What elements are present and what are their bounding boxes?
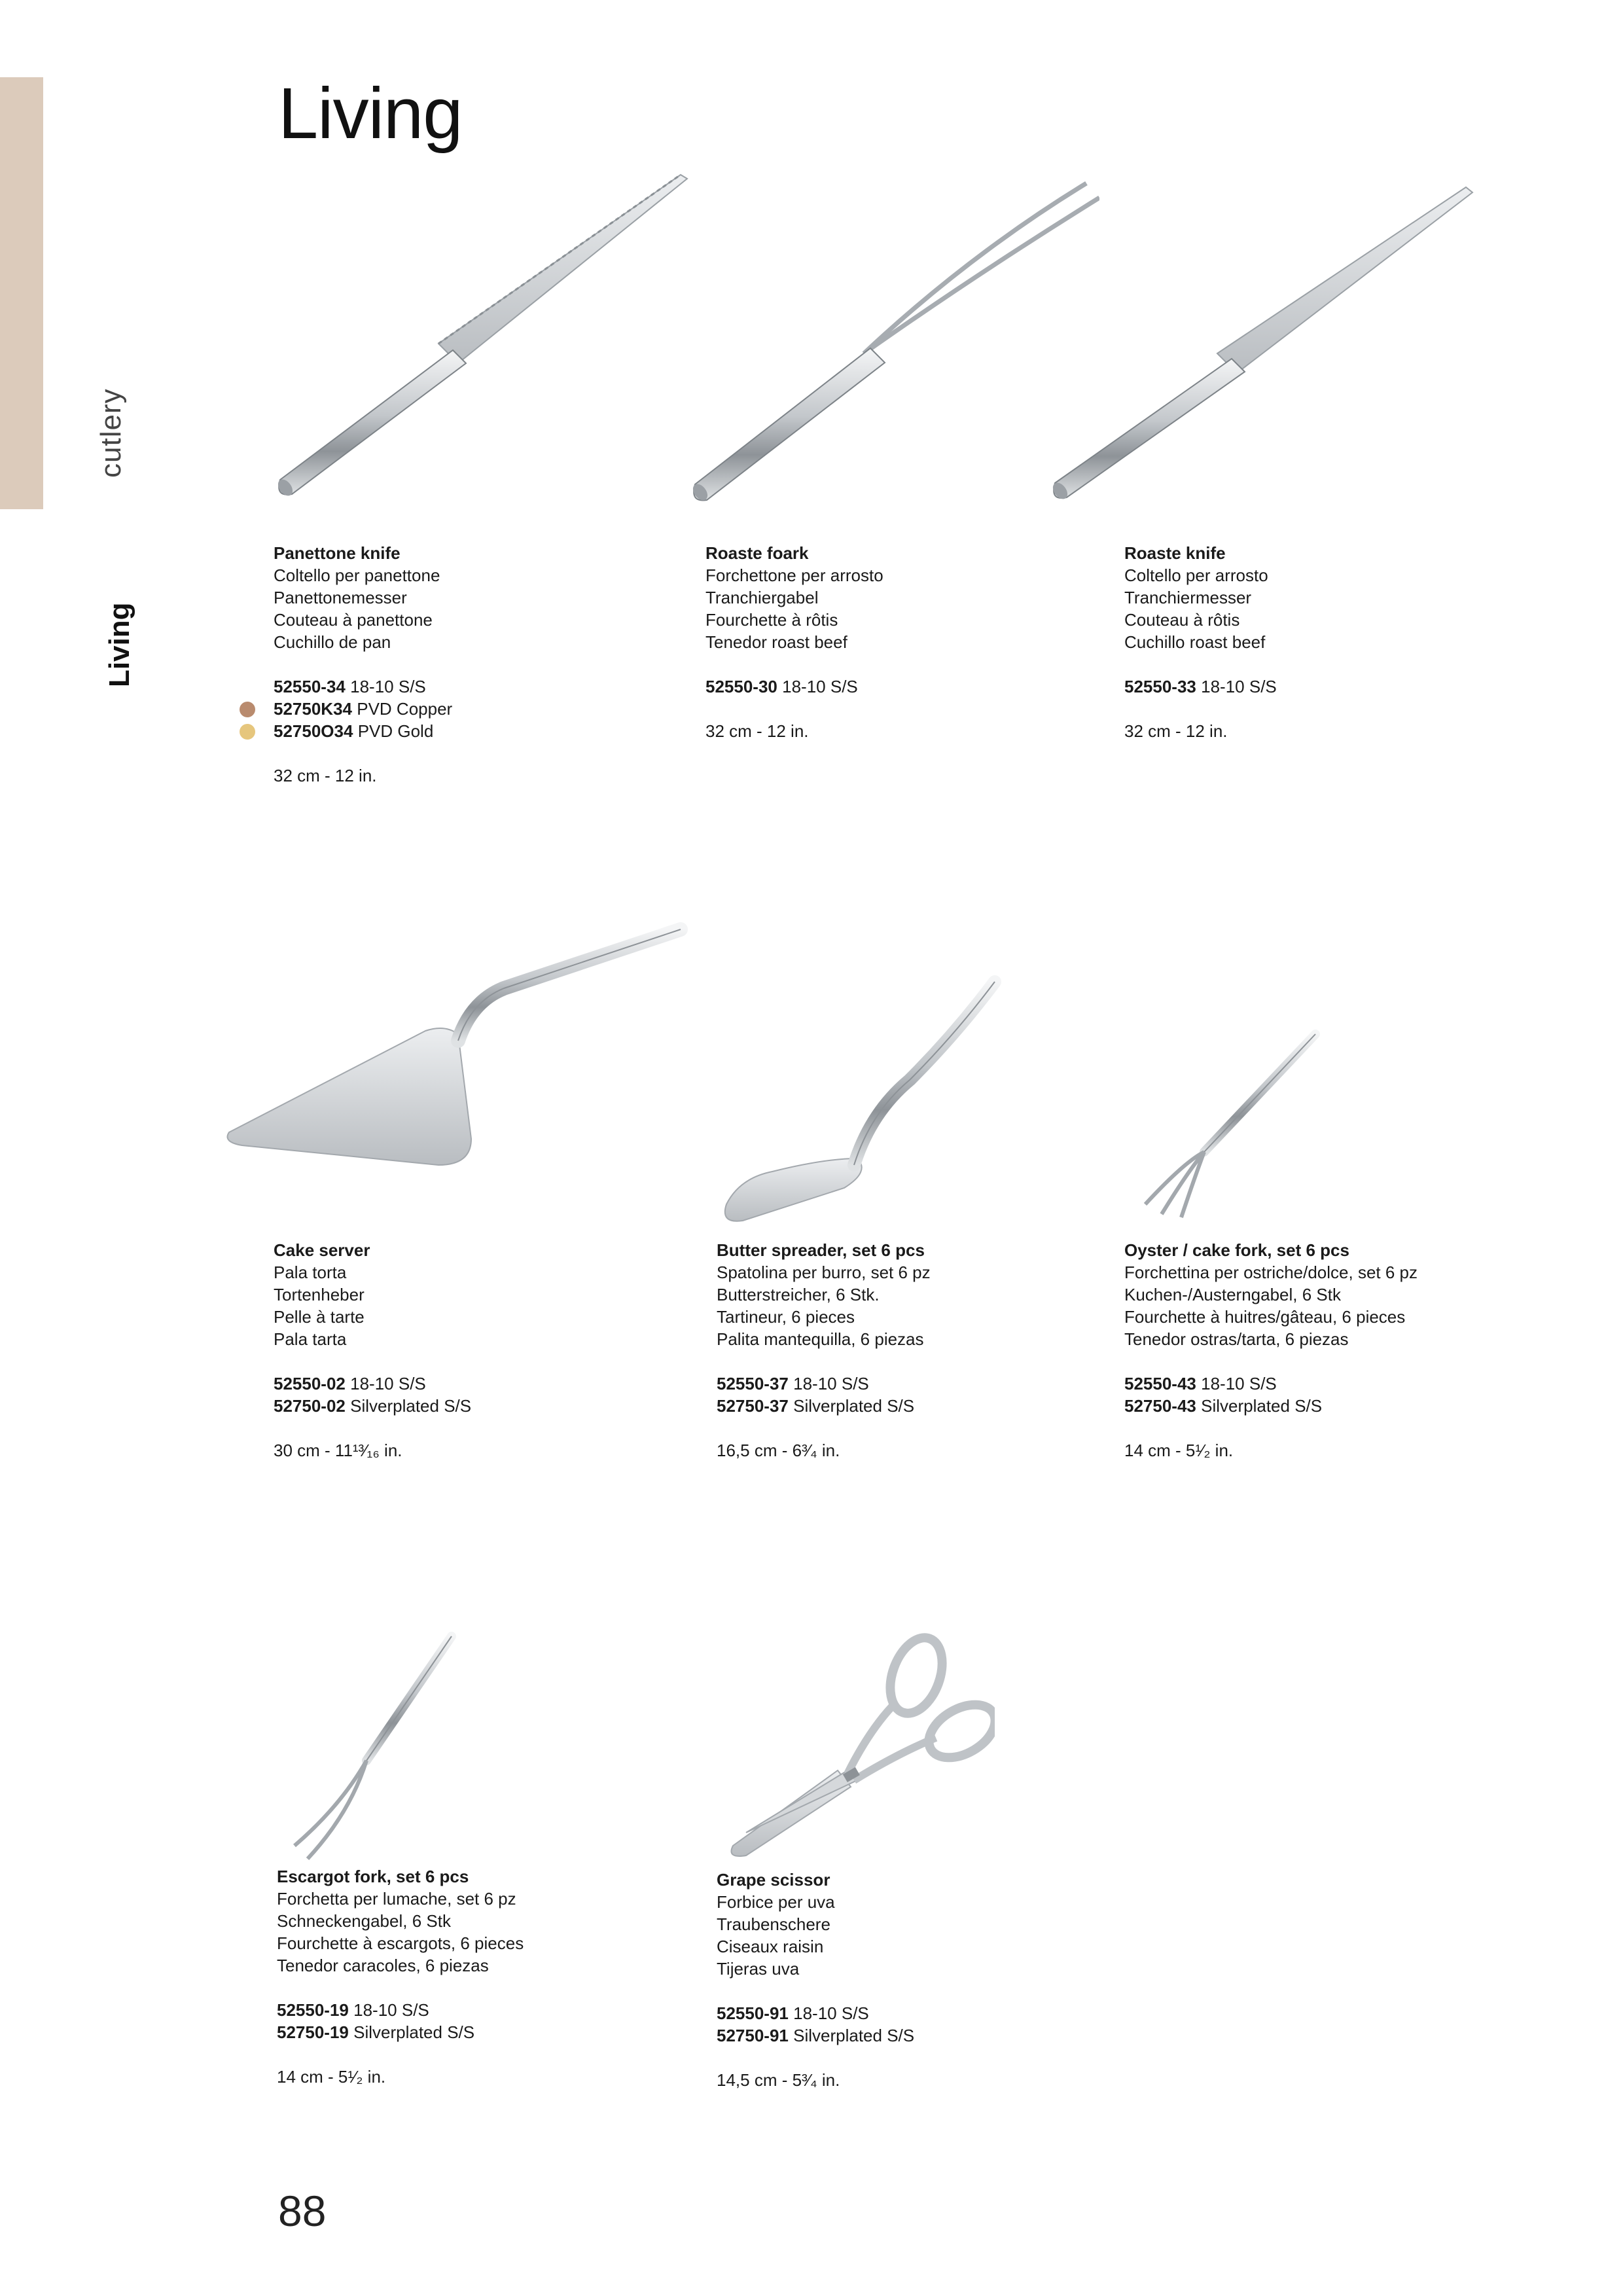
roaste-fork-image: [681, 177, 1099, 517]
translation-es: Cuchillo de pan: [274, 632, 391, 652]
code-line: [717, 2024, 914, 2047]
translation-de: Tranchiermesser: [1124, 588, 1252, 607]
translation-es: Cuchillo roast beef: [1124, 632, 1266, 652]
product-butter-spreader: [717, 1239, 931, 1462]
translation-it: Forbice per uva: [717, 1892, 835, 1912]
oyster-fork-icon: [1132, 1021, 1329, 1230]
code-line: [274, 720, 452, 742]
translation-fr: Fourchette à rôtis: [705, 610, 838, 630]
sidebar-category-label: Living: [103, 602, 135, 687]
page-title: Living: [278, 73, 463, 154]
copper-swatch-icon: [240, 702, 255, 717]
product-code: 52750O34: [274, 721, 353, 741]
escargot-fork-image: [242, 1623, 504, 1872]
panettone-knife-image: [262, 167, 707, 507]
translation-es: Tenedor roast beef: [705, 632, 847, 652]
code-line: [274, 675, 452, 698]
product-size: 30 cm - 11¹³⁄₁₆ in.: [274, 1441, 402, 1460]
product-size: 16,5 cm - 6³⁄₄ in.: [717, 1441, 840, 1460]
product-finish: 18-10 S/S: [1201, 677, 1277, 696]
product-code: 52750-37: [717, 1396, 789, 1416]
translation-it: Pala torta: [274, 1263, 347, 1282]
product-code: 52750-02: [274, 1396, 346, 1416]
translation-it: Spatolina per burro, set 6 pz: [717, 1263, 931, 1282]
translation-fr: Couteau à panettone: [274, 610, 433, 630]
translation-es: Palita mantequilla, 6 piezas: [717, 1329, 924, 1349]
product-roaste-knife: [1124, 542, 1277, 742]
product-roaste-fork: [705, 542, 883, 742]
product-finish: Silverplated S/S: [793, 1396, 915, 1416]
translation-it: Coltello per panettone: [274, 565, 440, 585]
translation-es: Tenedor ostras/tarta, 6 piezas: [1124, 1329, 1349, 1349]
translation-fr: Couteau à rôtis: [1124, 610, 1240, 630]
roaste-knife-image: [1041, 183, 1486, 511]
grape-scissor-image: [720, 1623, 995, 1872]
product-code: 52750-43: [1124, 1396, 1196, 1416]
product-panettone-knife: [274, 542, 452, 787]
translation-it: Forchettone per arrosto: [705, 565, 883, 585]
oyster-fork-image: [1132, 1021, 1329, 1230]
product-size: 32 cm - 12 in.: [1124, 721, 1228, 741]
product-finish: PVD Copper: [357, 699, 453, 719]
gold-swatch-icon: [240, 724, 255, 740]
translation-fr: Tartineur, 6 pieces: [717, 1307, 855, 1327]
sidebar-section-label: cutlery: [95, 388, 127, 478]
translation-de: Panettonemesser: [274, 588, 407, 607]
product-code: 52750-91: [717, 2026, 789, 2045]
product-finish: 18-10 S/S: [350, 677, 426, 696]
product-finish: Silverplated S/S: [1201, 1396, 1323, 1416]
product-escargot-fork: [277, 1865, 524, 2088]
product-finish: Silverplated S/S: [793, 2026, 915, 2045]
code-line: [1124, 675, 1277, 698]
code-line: [705, 675, 883, 698]
product-size: 14 cm - 5¹⁄₂ in.: [1124, 1441, 1234, 1460]
translation-de: Traubenschere: [717, 1914, 830, 1934]
translation-es: Tijeras uva: [717, 1959, 800, 1979]
code-line: [274, 1395, 471, 1417]
product-finish: 18-10 S/S: [782, 677, 858, 696]
butter-spreader-image: [713, 962, 1008, 1237]
translation-it: Forchetta per lumache, set 6 pz: [277, 1889, 516, 1909]
translation-de: Tortenheber: [274, 1285, 365, 1304]
code-line: [274, 1372, 471, 1395]
product-name: Escargot fork, set 6 pcs: [277, 1867, 469, 1886]
product-finish: 18-10 S/S: [793, 2003, 869, 2023]
code-line: [1124, 1372, 1418, 1395]
translation-it: Forchettina per ostriche/dolce, set 6 pz: [1124, 1263, 1418, 1282]
product-size: 14,5 cm - 5³⁄₄ in.: [717, 2070, 840, 2090]
product-size: 32 cm - 12 in.: [705, 721, 809, 741]
translation-es: Tenedor caracoles, 6 piezas: [277, 1956, 489, 1975]
product-code: 52750K34: [274, 699, 352, 719]
code-line: [717, 2002, 914, 2024]
translation-de: Kuchen-/Austerngabel, 6 Stk: [1124, 1285, 1341, 1304]
product-name: Cake server: [274, 1240, 370, 1260]
translation-de: Butterstreicher, 6 Stk.: [717, 1285, 880, 1304]
code-line: [1124, 1395, 1418, 1417]
translation-de: Tranchiergabel: [705, 588, 819, 607]
code-line: [274, 698, 452, 720]
sidebar-color-tab: [0, 77, 43, 509]
code-line: [717, 1395, 931, 1417]
cake-server-icon: [223, 916, 694, 1191]
product-code: 52550-19: [277, 2000, 349, 2020]
product-code: 52550-37: [717, 1374, 789, 1393]
translation-it: Coltello per arrosto: [1124, 565, 1268, 585]
product-grape-scissor: [717, 1869, 914, 2091]
butter-spreader-icon: [713, 962, 1008, 1237]
translation-fr: Ciseaux raisin: [717, 1937, 824, 1956]
product-code: 52550-33: [1124, 677, 1196, 696]
product-finish: Silverplated S/S: [350, 1396, 472, 1416]
translation-fr: Pelle à tarte: [274, 1307, 365, 1327]
product-code: 52750-19: [277, 2022, 349, 2042]
product-cake-server: [274, 1239, 471, 1462]
product-code: 52550-30: [705, 677, 777, 696]
grape-scissor-icon: [720, 1623, 995, 1872]
product-oyster-fork: [1124, 1239, 1418, 1462]
product-finish: 18-10 S/S: [793, 1374, 869, 1393]
product-name: Butter spreader, set 6 pcs: [717, 1240, 925, 1260]
product-name: Roaste knife: [1124, 543, 1226, 563]
translation-es: Pala tarta: [274, 1329, 347, 1349]
code-line: [277, 2021, 524, 2043]
product-code: 52550-02: [274, 1374, 346, 1393]
product-size: 32 cm - 12 in.: [274, 766, 377, 785]
code-line: [717, 1372, 931, 1395]
translation-fr: Fourchette à escargots, 6 pieces: [277, 1933, 524, 1953]
product-code: 52550-91: [717, 2003, 789, 2023]
product-finish: Silverplated S/S: [353, 2022, 475, 2042]
panettone-knife-icon: [262, 167, 707, 507]
product-name: Oyster / cake fork, set 6 pcs: [1124, 1240, 1349, 1260]
page-number: 88: [278, 2187, 327, 2235]
cake-server-image: [223, 916, 694, 1191]
product-name: Grape scissor: [717, 1870, 830, 1890]
code-line: [277, 1999, 524, 2021]
product-size: 14 cm - 5¹⁄₂ in.: [277, 2067, 386, 2087]
product-name: Roaste foark: [705, 543, 809, 563]
product-finish: 18-10 S/S: [1201, 1374, 1277, 1393]
product-finish: PVD Gold: [357, 721, 434, 741]
product-name: Panettone knife: [274, 543, 401, 563]
translation-de: Schneckengabel, 6 Stk: [277, 1911, 451, 1931]
product-code: 52550-43: [1124, 1374, 1196, 1393]
escargot-fork-icon: [242, 1623, 504, 1872]
product-code: 52550-34: [274, 677, 346, 696]
roaste-knife-icon: [1041, 183, 1486, 511]
roaste-fork-icon: [681, 177, 1099, 517]
product-finish: 18-10 S/S: [353, 2000, 429, 2020]
product-finish: 18-10 S/S: [350, 1374, 426, 1393]
translation-fr: Fourchette à huitres/gâteau, 6 pieces: [1124, 1307, 1406, 1327]
